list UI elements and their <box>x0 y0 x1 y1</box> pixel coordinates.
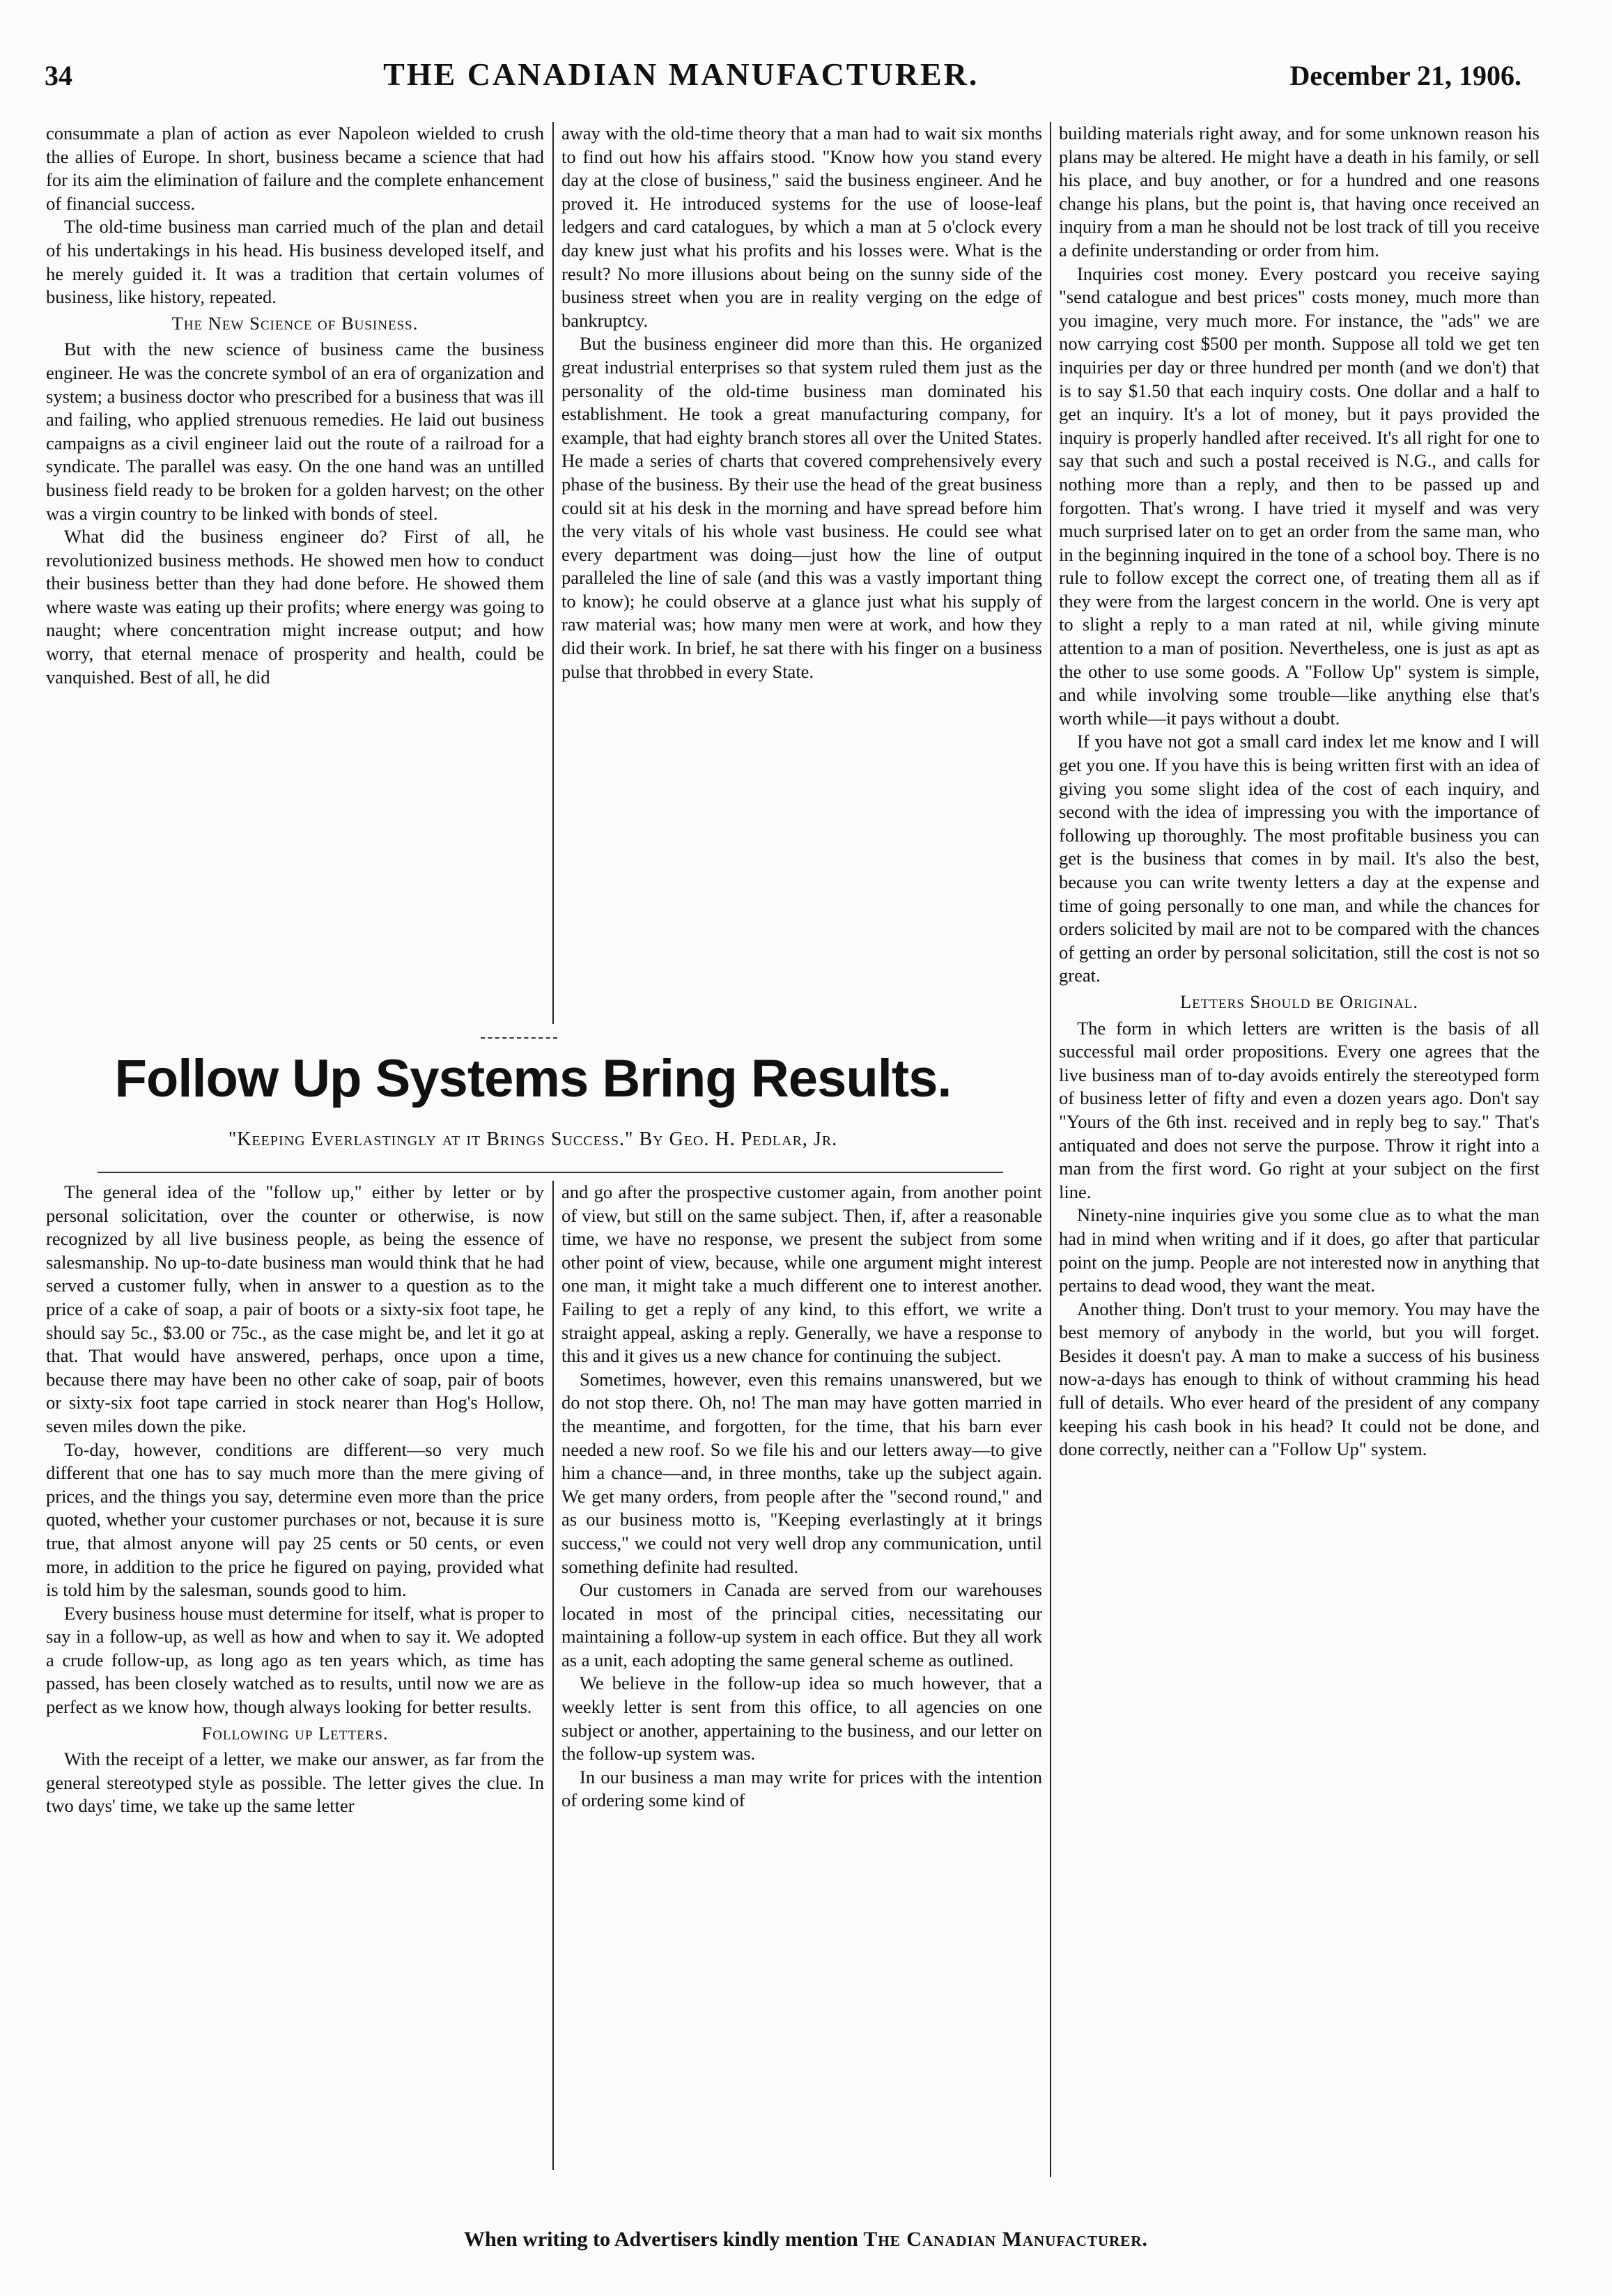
paragraph: Every business house must determine for itself, what is proper to say in a follow-up, as well as how and when to say it. We adopted a crude follow-up, as long ago as ten years which, as time has passed, has been closely watched as to results, until now we are as perfect as we know how, though always looking for better results. <box>46 1602 544 1718</box>
bottom-column-1 <box>46 1181 544 2180</box>
column-rule <box>552 122 554 1024</box>
paragraph: But with the new science of business came the business engineer. He was the concrete symbol of an era of organization and system; a business doctor who prescribed for a business that was ill and failing, who applied strenuous remedies. He laid out business campaigns as a civil engineer laid out the route of a railroad for a syndicate. The parallel was easy. On the one hand was an untilled business field ready to be broken for a golden harvest; on the other was a virgin country to be linked with bonds of steel. <box>46 339 544 524</box>
paragraph: We believe in the follow-up idea so much however, that a weekly letter is sent from this office, to all agencies on one subject or another, appertaining to the business, and our letter on the follow-up system was. <box>561 1673 1042 1764</box>
footer-text: When writing to Advertisers kindly mention <box>464 2228 858 2251</box>
issue-date: December 21, 1906. <box>1289 60 1521 91</box>
paragraph: Ninety-nine inquiries give you some clue as to what the man had in mind when writing and if it does, go after that particular point on the jump. People are not interested now in anything that pertains to dead wood, they want the meat. <box>1059 1204 1540 1296</box>
column-rule <box>1050 122 1051 2177</box>
paragraph: away with the old-time theory that a man had to wait six months to find out how his affairs stood. "Know how you stand every day at the close of business," said the business engineer. And he proved it. He introduced systems for the use of loose-leaf ledgers and card catalogues, by which a man at 5 o'clock every day knew just what his profits and his losses were. What is the result? No more illusions about being on the sunny side of the business street when you are in reality verging on the edge of bankruptcy. <box>561 123 1042 331</box>
paragraph: Sometimes, however, even this remains unanswered, but we do not stop there. Oh, no! The man may have gotten married in the meantime, and forgotten, for the time, that his barn ever needed a new roof. So we file his and our letters away—to give him a chance—and, in three months, take up the subject again. We get many orders, from people after the "second round," and as our business motto is, "Keeping everlastingly at it brings success," we could not very well drop any communication, until something definite had resulted. <box>561 1368 1042 1577</box>
section-heading: Letters Should be Original. <box>1179 991 1419 1012</box>
paragraph: In our business a man may write for prices with the intention of ordering some kind of <box>561 1766 1042 1811</box>
title-rule <box>98 1172 1003 1173</box>
paragraph: What did the business engineer do? First of all, he revolutionized business methods. He showed men how to conduct their business better than they had done before. He showed them where waste was eating up their profits; where energy was going to naught; where concentration might increase output; and how worry, that eternal menace of prosperity and health, could be vanquished. Best of all, he did <box>46 526 544 688</box>
paragraph: The form in which letters are written is the basis of all successful mail order propositions. Every one agrees that the live business man of to-day avoids entirely the stereotyped form of business letter of fifty and even a dozen years ago. Don't say "Yours of the 6th inst. received and in reply beg to say." That's antiquated and does not serve the purpose. Throw it right into a man from the first word. Go right at your subject on the first line. <box>1059 1017 1540 1202</box>
paragraph: consummate a plan of action as ever Napoleon wielded to crush the allies of Europe. In short, business became a science that had for its aim the elimination of failure and the complete enhancement of financial success. <box>46 123 544 214</box>
paragraph: and go after the prospective customer again, from another point of view, but still on the same subject. Then, if, after a reasonable time, we have no response, we present the subject from some other point of view, because, while one argument might interest one man, it might take a much different one to interest another. Failing to get a reply of any kind, to this effort, we write a straight appeal, asking a reply. Generally, we have a response to this and it gives us a new chance for continuing the subject. <box>561 1181 1042 1367</box>
paragraph: If you have not got a small card index let me know and I will get you one. If you have this is being written first with an idea of giving you some slight idea of the cost of each inquiry, and second with the idea of impressing you with the importance of following up thoroughly. The most profitable business you can get is the business that comes in by mail. It's also the best, because you can write twenty letters a day at the expense and time of going personally to one man, and while the chances for orders solicited by mail are not to be compared with the chances of getting an order by personal solicitation, still the cost is not so great. <box>1059 731 1540 986</box>
paragraph: Our customers in Canada are served from our warehouses located in most of the principal cities, necessitating our maintaining a follow-up system in each office. But they all work as a unit, each adopting the same general scheme as outlined. <box>561 1579 1042 1670</box>
section-heading: The New Science of Business. <box>171 312 419 334</box>
paragraph: Inquiries cost money. Every postcard you receive saying "send catalogue and best prices" costs money, much more than you imagine, very much more. For instance, the "ads" we are now carrying cost $500 per month. Suppose all told we get ten inquiries per day or three hundred per month (and we don't) that is to say $1.50 that each inquiry costs. One dollar and a half to get an inquiry. It's a lot of money, but it pays provided the inquiry is properly handled after received. It's all right for one to say that such and such a postal received is N.G., and calls for nothing more than a reply, and then to be passed up and forgotten. That's wrong. I have tried it myself and was very much surprised later on to get an order from the same man, who in the beginning inquired in the tone of a school boy. There is no rule to follow except the correct one, of treating them all as if they were from the largest concern in the world. One is very apt to slight a reply to a man rated at nil, while giving minute attention to a man of position. Nevertheless, one is just as apt as the other to use some goods. A "Follow Up" system is simple, and while involving some trouble—like anything else that's worth while—it pays without a doubt. <box>1059 263 1540 729</box>
paragraph: The old-time business man carried much of the plan and detail of his undertakings in his head. His business developed itself, and he merely guided it. It was a tradition that certain volumes of business, like history, repeated. <box>46 216 544 308</box>
footer-publication: The Canadian Manufacturer. <box>863 2228 1148 2251</box>
top-column-2 <box>561 122 1042 1034</box>
paragraph: But the business engineer did more than this. He organized great industrial enterprises so that system ruled them just as the personality of the old-time business man dominated his establishment. He took a great manufacturing company, for example, that had eighty branch stores all over the United States. He made a series of charts that covered comprehensively every phase of the business. By their use the head of the great business could sit at his desk in the morning and have spread before him the very vitals of his whole vast business. He could see what every department was doing—just how the line of output paralleled the line of sale (and this was a vastly important thing to know); he could observe at a glance just what his supply of raw material was; how many men were at work, and how they did their work. In brief, he sat there with his finger on a business pulse that throbbed in every State. <box>561 333 1042 682</box>
column-rule <box>552 1181 554 2170</box>
footer-notice <box>0 2228 1612 2251</box>
article-byline: "Keeping Everlastingly at it Brings Success." By Geo. H. Pedlar, Jr. <box>228 1128 838 1150</box>
page-number: 34 <box>45 60 72 91</box>
journal-title: THE CANADIAN MANUFACTURER. <box>383 56 979 92</box>
paragraph: Another thing. Don't trust to your memory. You may have the best memory of anybody in the world, but you will forget. Besides it doesn't pay. A man to make a success of his business now-a-days has enough to think of without cramming his head full of details. Who ever heard of the president of any company keeping his cash book in his head? It could not be done, and done correctly, neither can a "Follow Up" system. <box>1059 1298 1540 1460</box>
right-column <box>1059 122 1540 2187</box>
top-column-1 <box>46 122 544 1034</box>
divider <box>481 1037 557 1039</box>
paragraph: building materials right away, and for some unknown reason his plans may be altered. He might have a death in his family, or sell his place, and buy another, or for a hundred and one reasons change his plans, but the point is, that having once received an inquiry from a man he should not be lost track of till you receive a definite understanding or order from him. <box>1059 123 1540 261</box>
page-header <box>45 56 1521 111</box>
paragraph: The general idea of the "follow up," either by letter or by personal solicitation, over the counter or otherwise, is now recognized by all live business people, as being the essence of salesmanship. No up-to-date business man would think that he had served a customer fully, when in answer to a question as to the price of a cake of soap, a pair of boots or a sixty-six foot tape, he should say 5c., $3.00 or 75c., as the case might be, and let it go at that. That would have answered, perhaps, once upon a time, because there may have been no other cake of soap, pair of boots or sixty-six foot tape carried in stock nearer than Hog's Hollow, seven miles down the pike. <box>46 1181 544 1436</box>
paragraph: To-day, however, conditions are different—so very much different that one has to say much more than the mere giving of prices, and the things you say, determine even more than the price quoted, whether your customer purchases or not, because it is sure true, that almost anyone will pay 25 cents or 50 cents, or even more, in addition to the price he figured on paying, provided what is told him by the salesman, sounds good to him. <box>46 1438 544 1601</box>
section-heading: Following up Letters. <box>201 1722 389 1744</box>
article-title: Follow Up Systems Bring Results. <box>114 1049 952 1108</box>
bottom-column-2 <box>561 1181 1042 2180</box>
paragraph: With the receipt of a letter, we make our answer, as far from the general stereotyped style as possible. The letter gives the clue. In two days' time, we take up the same letter <box>46 1748 544 1817</box>
